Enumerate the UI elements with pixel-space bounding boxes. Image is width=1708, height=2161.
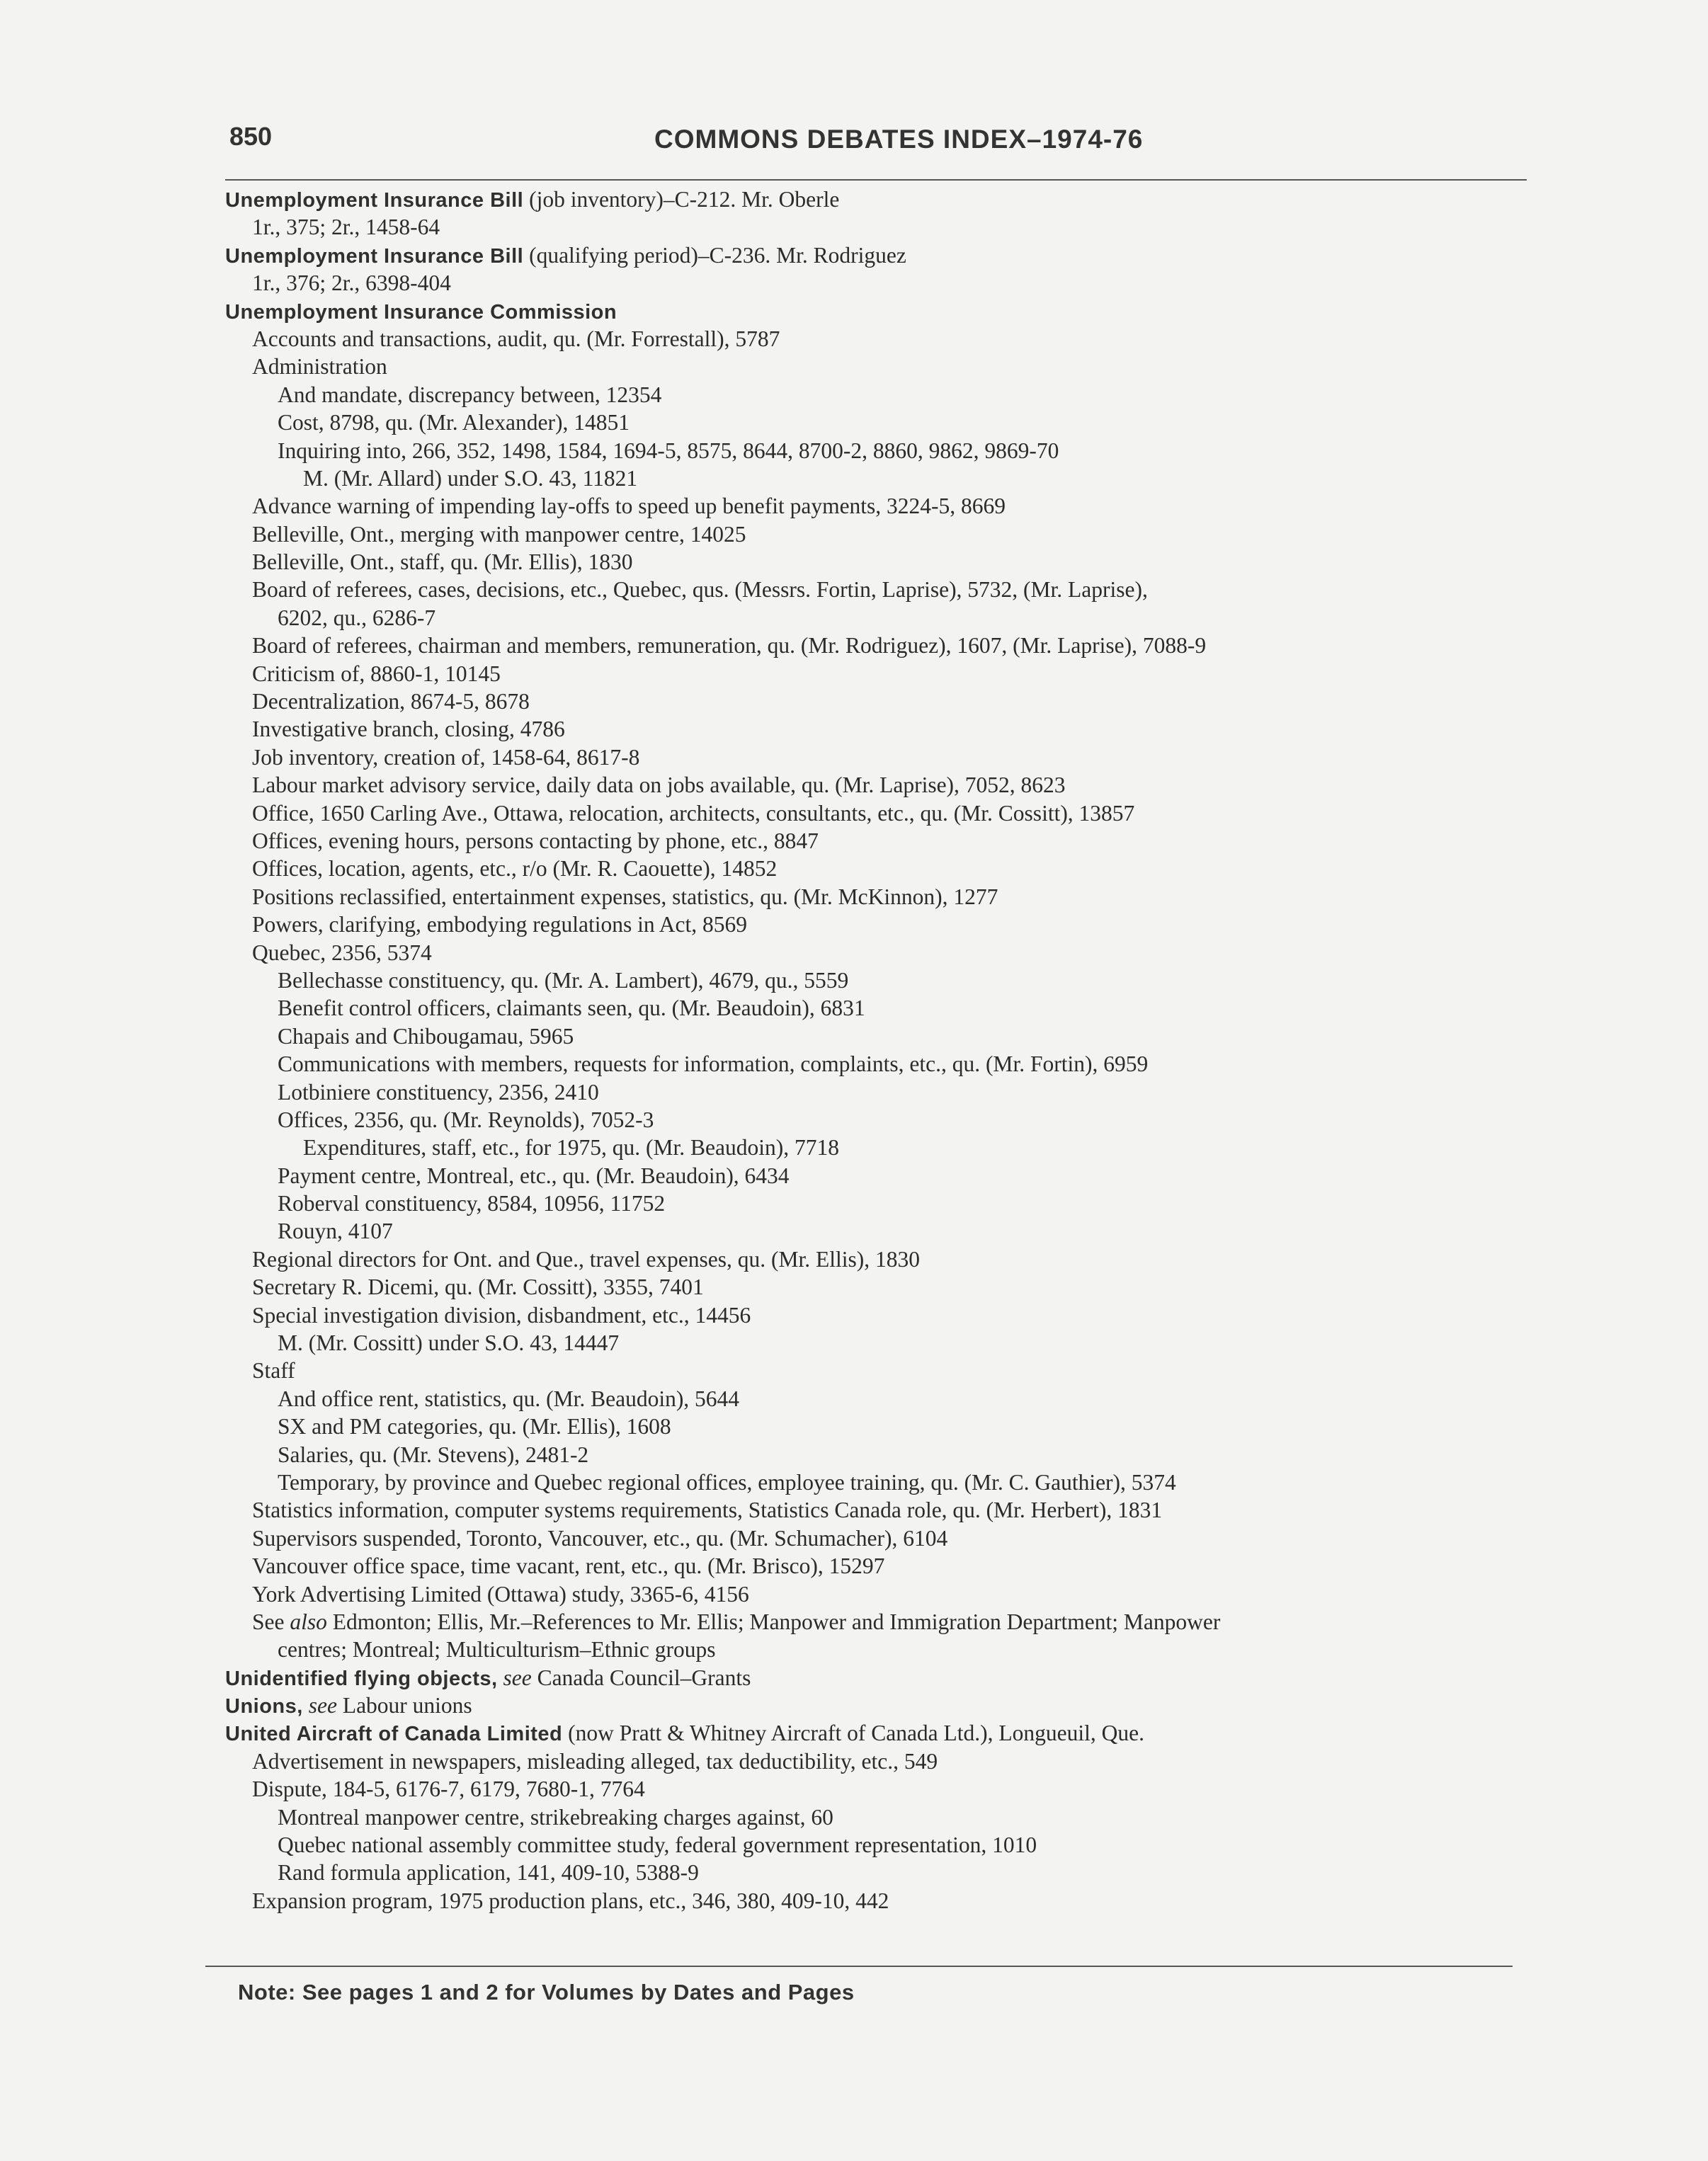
index-entry-text: Accounts and transactions, audit, qu. (Mr. Forrestall), 5787	[252, 326, 780, 351]
index-lead-text: See	[252, 1609, 290, 1634]
index-subentry-line	[225, 1803, 1556, 1831]
index-subentry-line	[225, 1524, 1556, 1552]
index-entry-text: SX and PM categories, qu. (Mr. Ellis), 1608	[278, 1414, 671, 1439]
index-subentry-line	[225, 1831, 1556, 1859]
index-entry-text: And mandate, discrepancy between, 12354	[278, 382, 662, 407]
index-headword: United Aircraft of Canada Limited	[225, 1723, 563, 1746]
index-entry-text: Montreal manpower centre, strikebreaking charges against, 60	[278, 1804, 833, 1830]
index-entry-text: 1r., 375; 2r., 1458-64	[252, 215, 440, 240]
index-subentry-line	[225, 855, 1556, 882]
index-entry-text: Belleville, Ont., merging with manpower centre, 14025	[252, 521, 746, 547]
index-subentry-line	[225, 325, 1556, 353]
index-entry-text: Canada Council–Grants	[531, 1665, 751, 1690]
footer-rule	[205, 1966, 1513, 1967]
running-title: COMMONS DEBATES INDEX–1974-76	[654, 125, 1144, 154]
index-entry-text: Belleville, Ont., staff, qu. (Mr. Ellis), 1830	[252, 549, 633, 575]
index-subentry-line	[225, 1245, 1556, 1273]
index-subentry-line	[225, 632, 1556, 659]
index-headword: Unemployment Insurance Bill	[225, 244, 524, 268]
index-entry-text: Labour unions	[336, 1693, 472, 1718]
index-entry-text: (now Pratt & Whitney Aircraft of Canada Ltd.), Longueuil, Que.	[562, 1721, 1144, 1746]
index-entry-text: And office rent, statistics, qu. (Mr. Beaudoin), 5644	[278, 1386, 740, 1411]
index-entry-text: Supervisors suspended, Toronto, Vancouver, etc., qu. (Mr. Schumacher), 6104	[252, 1525, 948, 1551]
index-subentry-line	[225, 492, 1556, 520]
page-number: 850	[229, 122, 273, 151]
index-body	[225, 186, 1556, 1915]
index-subentry-line	[225, 269, 1556, 297]
index-subentry-line	[225, 994, 1556, 1022]
index-subentry-line	[225, 883, 1556, 911]
index-subentry-line	[225, 1357, 1556, 1384]
index-entry-text: Chapais and Chibougamau, 5965	[278, 1023, 574, 1049]
index-subentry-line	[225, 1608, 1556, 1636]
index-subentry-line	[225, 1301, 1556, 1329]
index-entry-text: Investigative branch, closing, 4786	[252, 717, 565, 742]
index-entry-text: Decentralization, 8674-5, 8678	[252, 689, 530, 714]
index-subentry-line	[225, 1413, 1556, 1440]
index-subentry-line	[225, 353, 1556, 380]
index-subentry-line	[225, 688, 1556, 715]
index-subentry-line	[225, 437, 1556, 464]
index-entry-text: Inquiring into, 266, 352, 1498, 1584, 1694-5, 8575, 8644, 8700-2, 8860, 9862, 9869-70	[278, 438, 1059, 463]
index-entry-text: 1r., 376; 2r., 6398-404	[252, 270, 451, 296]
index-entry-text: Job inventory, creation of, 1458-64, 8617-8	[252, 744, 640, 770]
index-subentry-line	[225, 1887, 1556, 1915]
page-header	[229, 119, 1525, 176]
index-entry-text: Labour market advisory service, daily data on jobs available, qu. (Mr. Laprise), 7052, 8623	[252, 772, 1066, 798]
index-subentry-line	[225, 1078, 1556, 1106]
index-subentry-line	[225, 939, 1556, 967]
index-entry-text: (job inventory)–C-212. Mr. Oberle	[523, 187, 840, 212]
index-headword-line	[225, 297, 1556, 325]
index-subentry-line	[225, 1385, 1556, 1413]
index-subentry-line	[225, 743, 1556, 771]
index-entry-text: Temporary, by province and Quebec regional offices, employee training, qu. (Mr. C. Gauthier), 5374	[278, 1469, 1176, 1495]
index-subentry-line	[225, 1190, 1556, 1217]
index-entry-text: Quebec national assembly committee study, federal government representation, 1010	[278, 1832, 1037, 1858]
index-headword-line	[225, 1692, 1556, 1719]
footer-note: Note: See pages 1 and 2 for Volumes by Dates and Pages	[238, 1980, 855, 2005]
index-entry-text: Offices, evening hours, persons contacting by phone, etc., 8847	[252, 828, 819, 853]
index-entry-text: Criticism of, 8860-1, 10145	[252, 661, 501, 686]
index-entry-text: Salaries, qu. (Mr. Stevens), 2481-2	[278, 1442, 589, 1467]
index-entry-text: Dispute, 184-5, 6176-7, 6179, 7680-1, 7764	[252, 1777, 645, 1802]
index-subentry-line	[225, 715, 1556, 743]
index-subentry-line	[225, 771, 1556, 799]
index-entry-text: Rouyn, 4107	[278, 1219, 393, 1244]
index-headword-line	[225, 1664, 1556, 1692]
index-entry-text: Statistics information, computer systems requirements, Statistics Canada role, qu. (Mr. Herbert), 1831	[252, 1498, 1163, 1523]
index-subentry-line	[225, 1050, 1556, 1078]
index-subentry-line	[225, 1273, 1556, 1301]
index-subentry-line	[225, 604, 1556, 632]
index-subentry-line	[225, 576, 1556, 603]
index-subentry-line	[225, 660, 1556, 688]
index-subentry-line	[225, 520, 1556, 548]
index-entry-text: Offices, location, agents, etc., r/o (Mr. R. Caouette), 14852	[252, 856, 778, 882]
index-entry-text: M. (Mr. Allard) under S.O. 43, 11821	[303, 465, 638, 491]
index-subentry-line	[225, 409, 1556, 436]
index-entry-text: 6202, qu., 6286-7	[278, 605, 436, 630]
index-subentry-line	[225, 464, 1556, 492]
index-entry-text: Staff	[252, 1358, 295, 1384]
index-subentry-line	[225, 1469, 1556, 1496]
index-entry-text: centres; Montreal; Multiculturism–Ethnic groups	[278, 1637, 716, 1663]
index-subentry-line	[225, 827, 1556, 855]
index-see-reference: see	[497, 1665, 532, 1690]
index-entry-text: Positions reclassified, entertainment expenses, statistics, qu. (Mr. McKinnon), 1277	[252, 884, 998, 909]
index-subentry-line	[225, 1775, 1556, 1803]
index-entry-text: Edmonton; Ellis, Mr.–References to Mr. Ellis; Manpower and Immigration Department; Manpower	[326, 1609, 1221, 1634]
index-subentry-line	[225, 1496, 1556, 1524]
index-entry-text: Expenditures, staff, etc., for 1975, qu. (Mr. Beaudoin), 7718	[303, 1135, 840, 1161]
index-entry-text: Advertisement in newspapers, misleading alleged, tax deductibility, etc., 549	[252, 1748, 938, 1774]
index-headword: Unemployment Insurance Commission	[225, 300, 617, 324]
index-subentry-line	[225, 381, 1556, 409]
index-see-reference: see	[302, 1693, 337, 1718]
index-subentry-line	[225, 548, 1556, 576]
index-subentry-line	[225, 1022, 1556, 1050]
index-entry-text: Payment centre, Montreal, etc., qu. (Mr. Beaudoin), 6434	[278, 1163, 790, 1188]
index-subentry-line	[225, 1441, 1556, 1469]
index-entry-text: Quebec, 2356, 5374	[252, 940, 432, 965]
index-entry-text: Powers, clarifying, embodying regulations in Act, 8569	[252, 912, 748, 937]
index-headword: Unions,	[225, 1695, 303, 1718]
index-headword: Unemployment Insurance Bill	[225, 189, 524, 212]
index-subentry-line	[225, 1747, 1556, 1775]
index-subentry-line	[225, 1636, 1556, 1663]
index-entry-text: Vancouver office space, time vacant, rent, etc., qu. (Mr. Brisco), 15297	[252, 1553, 885, 1579]
index-entry-text: Lotbiniere constituency, 2356, 2410	[278, 1079, 599, 1105]
index-subentry-line	[225, 1329, 1556, 1357]
index-see-reference: also	[290, 1609, 327, 1634]
index-entry-text: Administration	[252, 354, 387, 380]
index-entry-text: Bellechasse constituency, qu. (Mr. A. Lambert), 4679, qu., 5559	[278, 967, 849, 993]
index-subentry-line	[225, 1580, 1556, 1608]
index-entry-text: Board of referees, chairman and members, remuneration, qu. (Mr. Rodriguez), 1607, (Mr. Laprise), 7088-9	[252, 633, 1207, 658]
index-entry-text: Regional directors for Ont. and Que., travel expenses, qu. (Mr. Ellis), 1830	[252, 1246, 921, 1272]
index-headword-line	[225, 1719, 1556, 1747]
index-headword-line	[225, 241, 1556, 269]
index-entry-text: Secretary R. Dicemi, qu. (Mr. Cossitt), 3355, 7401	[252, 1275, 704, 1300]
index-entry-text: Cost, 8798, qu. (Mr. Alexander), 14851	[278, 410, 630, 435]
index-subentry-line	[225, 1134, 1556, 1161]
index-headword-line	[225, 186, 1556, 213]
index-entry-text: Communications with members, requests for information, complaints, etc., qu. (Mr. Fortin), 6959	[278, 1051, 1149, 1077]
index-entry-text: Benefit control officers, claimants seen, qu. (Mr. Beaudoin), 6831	[278, 996, 865, 1021]
index-subentry-line	[225, 1162, 1556, 1190]
index-entry-text: Roberval constituency, 8584, 10956, 11752	[278, 1191, 666, 1216]
index-subentry-line	[225, 967, 1556, 994]
index-subentry-line	[225, 1552, 1556, 1580]
index-subentry-line	[225, 911, 1556, 938]
index-entry-text: Office, 1650 Carling Ave., Ottawa, relocation, architects, consultants, etc., qu. (Mr. Cossitt), 13857	[252, 800, 1135, 826]
index-entry-text: Special investigation division, disbandment, etc., 14456	[252, 1302, 751, 1328]
index-entry-text: Expansion program, 1975 production plans, etc., 346, 380, 409-10, 442	[252, 1888, 889, 1913]
index-subentry-line	[225, 1106, 1556, 1134]
index-subentry-line	[225, 213, 1556, 241]
index-entry-text: Rand formula application, 141, 409-10, 5388-9	[278, 1860, 699, 1886]
index-entry-text: Board of referees, cases, decisions, etc., Quebec, qus. (Messrs. Fortin, Laprise), 5732, (Mr. Laprise),	[252, 577, 1148, 603]
index-subentry-line	[225, 1217, 1556, 1245]
index-entry-text: (qualifying period)–C-236. Mr. Rodriguez	[523, 242, 906, 268]
index-headword: Unidentified flying objects,	[225, 1667, 498, 1690]
header-rule	[225, 179, 1527, 181]
index-entry-text: Advance warning of impending lay-offs to speed up benefit payments, 3224-5, 8669	[252, 494, 1006, 519]
index-entry-text: Offices, 2356, qu. (Mr. Reynolds), 7052-3	[278, 1107, 654, 1132]
index-entry-text: M. (Mr. Cossitt) under S.O. 43, 14447	[278, 1330, 620, 1356]
index-entry-text: York Advertising Limited (Ottawa) study, 3365-6, 4156	[252, 1581, 749, 1607]
index-subentry-line	[225, 799, 1556, 827]
index-subentry-line	[225, 1859, 1556, 1886]
